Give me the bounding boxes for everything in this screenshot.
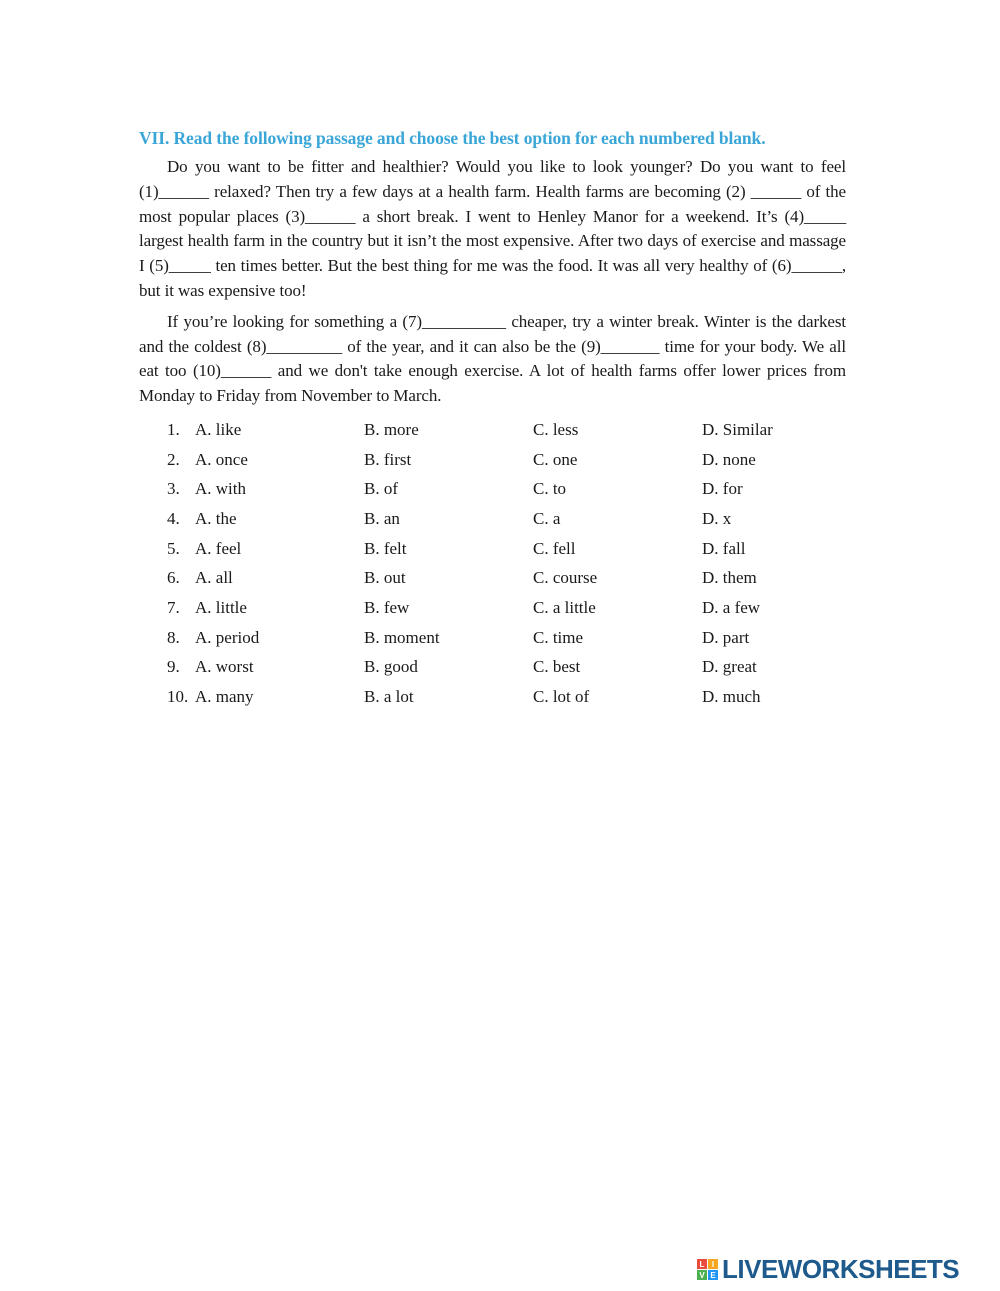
passage-paragraph-1: Do you want to be fitter and healthier? Would you like to look younger? Do you want to feel (1)______ relaxed? Then try a few days at a health farm. Health farms are becoming (2) ______ of the most popular places (3)______ a short break. I went to Henley Manor for a weekend. It’s (4)_____ largest health farm in the country but it isn’t the most expensive. After two days of exercise and massage I (5)_____ ten times better. But the best thing for me was the food. It was all very healthy of (6)______, but it was expensive too! — [139, 157, 846, 300]
option-d[interactable]: D. none — [702, 449, 756, 469]
option-b[interactable]: B. out — [364, 568, 406, 588]
question-number: 8. — [167, 627, 180, 647]
option-d[interactable]: D. much — [702, 687, 761, 706]
option-b[interactable]: B. felt — [364, 538, 407, 558]
question-number: 10. — [167, 687, 189, 706]
question-number: 9. — [167, 657, 180, 677]
option-b[interactable]: B. moment — [364, 627, 440, 647]
question-number: 3. — [167, 479, 180, 499]
logo-letter: L — [697, 1259, 707, 1269]
logo-letter: I — [708, 1259, 718, 1269]
option-c[interactable]: C. time — [533, 627, 584, 647]
passage-paragraph-2: If you’re looking for something a (7)__________ cheaper, try a winter break. Winter is the darkest and the coldest (8)_________ of the year, and it can also be the (9)_______ time for your body. We all eat too (10)______ and we don't take enough exercise. A lot of health farms offer lower prices from Monday to Friday from November to March. — [139, 311, 846, 406]
option-c[interactable]: C. fell — [533, 538, 576, 558]
option-b[interactable]: B. first — [364, 449, 412, 469]
logo-mark-icon — [697, 1259, 718, 1280]
option-a[interactable]: A. little — [195, 597, 247, 617]
question-row — [139, 504, 846, 534]
logo-letter: V — [697, 1270, 707, 1280]
option-d[interactable]: D. them — [702, 568, 757, 588]
question-row — [139, 445, 846, 475]
question-row — [139, 415, 846, 445]
option-a[interactable]: A. the — [195, 508, 237, 528]
option-c[interactable]: C. one — [533, 449, 578, 469]
option-b[interactable]: B. an — [364, 508, 400, 528]
option-b[interactable]: B. few — [364, 597, 410, 617]
option-d[interactable]: D. a few — [702, 597, 761, 617]
answer-options — [139, 415, 846, 712]
exercise-heading: VII. Read the following passage and choose the best option for each numbered blank. — [139, 128, 766, 148]
option-b[interactable]: B. good — [364, 657, 418, 677]
option-b[interactable]: B. more — [364, 419, 419, 439]
liveworksheets-logo — [697, 1254, 959, 1285]
option-d[interactable]: D. part — [702, 627, 750, 647]
question-number: 5. — [167, 538, 180, 558]
option-a[interactable]: A. period — [195, 627, 260, 647]
option-d[interactable]: D. for — [702, 479, 743, 499]
option-b[interactable]: B. of — [364, 479, 398, 499]
question-row — [139, 474, 846, 504]
option-d[interactable]: D. x — [702, 508, 732, 528]
question-number: 2. — [167, 449, 180, 469]
question-number: 4. — [167, 508, 180, 528]
question-row — [139, 593, 846, 623]
logo-letter: E — [708, 1270, 718, 1280]
option-c[interactable]: C. to — [533, 479, 567, 499]
option-a[interactable]: A. many — [195, 687, 254, 706]
option-d[interactable]: D. great — [702, 657, 757, 677]
worksheet-page — [139, 128, 846, 712]
option-a[interactable]: A. all — [195, 568, 233, 588]
option-a[interactable]: A. with — [195, 479, 246, 499]
question-number: 6. — [167, 568, 180, 588]
option-c[interactable]: C. less — [533, 419, 579, 439]
option-d[interactable]: D. fall — [702, 538, 746, 558]
question-number: 1. — [167, 419, 180, 439]
question-row — [139, 563, 846, 593]
question-row — [139, 534, 846, 564]
option-a[interactable]: A. feel — [195, 538, 242, 558]
option-b[interactable]: B. a lot — [364, 687, 414, 706]
question-number: 7. — [167, 597, 180, 617]
option-c[interactable]: C. course — [533, 568, 598, 588]
option-a[interactable]: A. like — [195, 419, 242, 439]
question-row — [139, 682, 846, 712]
option-c[interactable]: C. a — [533, 508, 561, 528]
option-a[interactable]: A. worst — [195, 657, 254, 677]
brand-name: LIVEWORKSHEETS — [722, 1254, 960, 1284]
option-c[interactable]: C. a little — [533, 597, 596, 617]
option-a[interactable]: A. once — [195, 449, 248, 469]
option-c[interactable]: C. best — [533, 657, 581, 677]
option-d[interactable]: D. Similar — [702, 419, 773, 439]
option-c[interactable]: C. lot of — [533, 687, 590, 706]
question-row — [139, 652, 846, 682]
question-row — [139, 623, 846, 653]
